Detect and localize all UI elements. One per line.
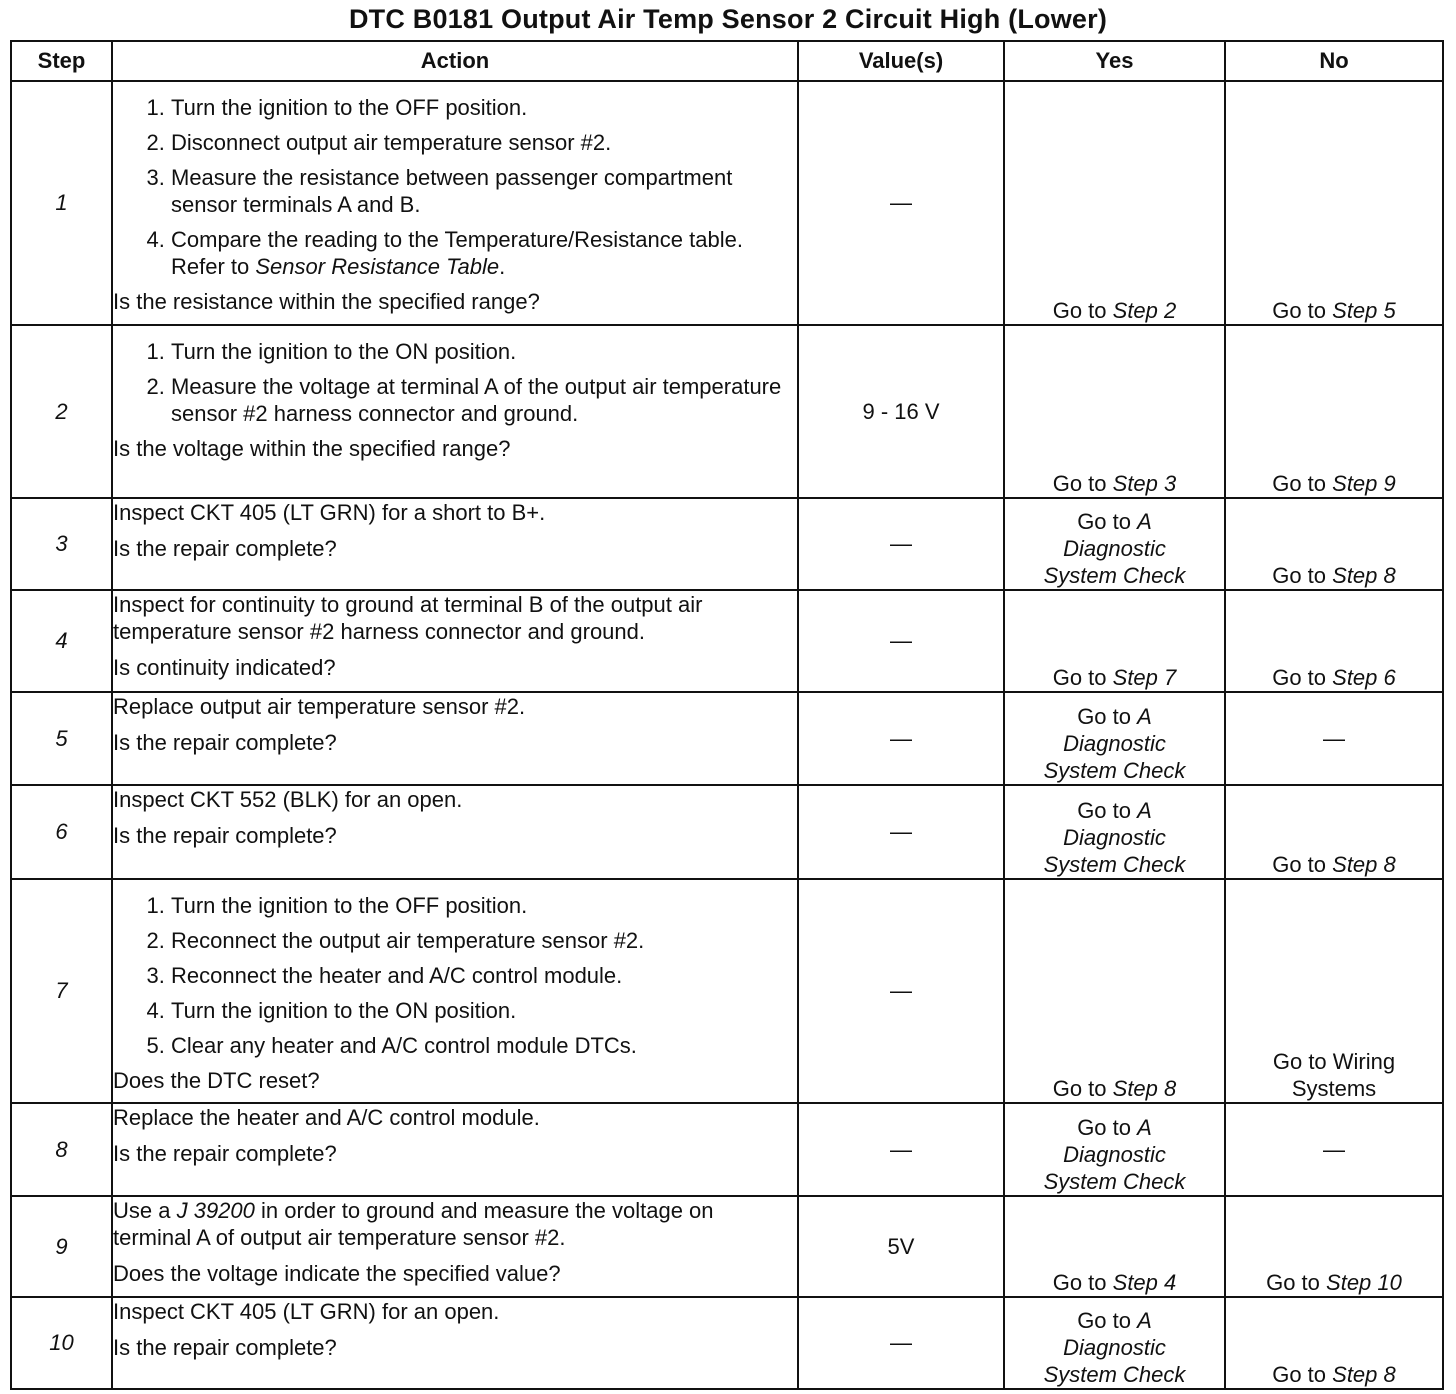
- list-item: [171, 226, 797, 280]
- step-number: 3: [11, 498, 112, 590]
- list-item: 3. Reconnect the heater and A/C control module.: [171, 962, 797, 989]
- step-word: Step: [1332, 1362, 1378, 1387]
- yes-step-ref: 3: [1164, 471, 1177, 496]
- step-word: Step: [1112, 298, 1158, 323]
- ref-diagnostic: Diagnostic: [1063, 536, 1166, 561]
- value-cell: —: [798, 785, 1004, 879]
- goto-text: Go to: [1077, 509, 1131, 534]
- step-word: Step: [1112, 1270, 1158, 1295]
- step-number: 2: [11, 325, 112, 498]
- step-word: Step: [1332, 471, 1378, 496]
- ref-a: A: [1137, 704, 1152, 729]
- value-cell: 5V: [798, 1196, 1004, 1297]
- list-item: 2. Measure the voltage at terminal A of the output air temperature sensor #2 harness connector and ground.: [171, 373, 797, 427]
- ref-diagnostic: Diagnostic: [1063, 1335, 1166, 1360]
- question: Is the repair complete?: [113, 1335, 337, 1360]
- ref-diagnostic: Diagnostic: [1063, 825, 1166, 850]
- goto-text: Go to: [1052, 665, 1107, 690]
- yes-cell: [1004, 1297, 1225, 1389]
- value-cell: —: [798, 692, 1004, 785]
- action-text: [113, 1197, 797, 1251]
- step-word: Step: [1112, 471, 1158, 496]
- question: Is the repair complete?: [113, 1141, 337, 1166]
- ref-system-check: System Check: [1043, 1362, 1186, 1387]
- table-row: [11, 498, 1443, 590]
- yes-step-ref: 7: [1164, 665, 1177, 690]
- yes-cell: [1004, 498, 1225, 590]
- no-cell: [1225, 879, 1443, 1103]
- no-step-ref: 10: [1377, 1270, 1402, 1295]
- question: Is the repair complete?: [113, 536, 337, 561]
- action-cell: [112, 498, 798, 590]
- ref-system-check: System Check: [1043, 563, 1186, 588]
- no-step-ref: 8: [1383, 1362, 1396, 1387]
- ref-a: A: [1137, 798, 1152, 823]
- action-cell: [112, 785, 798, 879]
- action-text: Inspect for continuity to ground at terminal B of the output air temperature sensor #2 harness connector and ground.: [113, 592, 703, 644]
- action-text: Inspect CKT 405 (LT GRN) for a short to B+.: [113, 500, 546, 525]
- table-row: [11, 879, 1443, 1103]
- goto-text: Go to: [1052, 298, 1107, 323]
- value-cell: —: [798, 1297, 1004, 1389]
- goto-text: Go to: [1272, 298, 1327, 323]
- value-cell: —: [798, 498, 1004, 590]
- no-cell: [1225, 1297, 1443, 1389]
- step-word: Step: [1332, 563, 1378, 588]
- yes-step-ref: 8: [1164, 1076, 1177, 1101]
- action-list: [113, 94, 797, 280]
- step-number: 7: [11, 879, 112, 1103]
- action-cell: [112, 325, 798, 498]
- no-step-ref: 9: [1383, 471, 1396, 496]
- list-item: 3. Measure the resistance between passenger compartment sensor terminals A and B.: [171, 164, 797, 218]
- goto-text: Go to: [1077, 1115, 1131, 1140]
- step-word: Step: [1112, 665, 1158, 690]
- list-item: 1. Turn the ignition to the ON position.: [171, 338, 797, 365]
- question: Is continuity indicated?: [113, 655, 336, 680]
- value-cell: 9 - 16 V: [798, 325, 1004, 498]
- goto-text: Go to: [1272, 471, 1327, 496]
- goto-text: Go to: [1077, 704, 1131, 729]
- goto-text: Go to: [1052, 1270, 1107, 1295]
- ref-a: A: [1137, 1115, 1152, 1140]
- diagnostic-table: [10, 40, 1444, 1390]
- reference-link: Sensor Resistance Table: [255, 254, 500, 279]
- ref-a: A: [1137, 1308, 1152, 1333]
- list-item: 1. Turn the ignition to the OFF position.: [171, 94, 797, 121]
- action-cell: [112, 1103, 798, 1196]
- page-title: DTC B0181 Output Air Temp Sensor 2 Circuit High (Lower): [348, 4, 1108, 34]
- table-row: [11, 1297, 1443, 1389]
- item-text-end: .: [499, 254, 506, 279]
- yes-cell: [1004, 81, 1225, 325]
- no-cell: [1225, 81, 1443, 325]
- no-cell: [1225, 1196, 1443, 1297]
- question: Is the resistance within the specified range?: [113, 289, 540, 314]
- yes-cell: [1004, 879, 1225, 1103]
- ref-system-check: System Check: [1043, 852, 1186, 877]
- goto-text: Go to: [1272, 852, 1327, 877]
- no-line-2: Systems: [1291, 1076, 1377, 1101]
- value-cell: —: [798, 590, 1004, 692]
- no-cell: [1225, 590, 1443, 692]
- no-cell: [1225, 325, 1443, 498]
- step-number: 8: [11, 1103, 112, 1196]
- header-action: Action: [112, 41, 798, 81]
- yes-step-ref: 4: [1164, 1270, 1177, 1295]
- tool-name: J 39200: [176, 1198, 255, 1223]
- yes-cell: [1004, 590, 1225, 692]
- list-item: 4. Turn the ignition to the ON position.: [171, 997, 797, 1024]
- header-yes: Yes: [1004, 41, 1225, 81]
- action-text: Replace the heater and A/C control module.: [113, 1105, 540, 1130]
- question: Does the voltage indicate the specified value?: [113, 1261, 561, 1286]
- list-item: 5. Clear any heater and A/C control module DTCs.: [171, 1032, 797, 1059]
- no-cell: —: [1225, 692, 1443, 785]
- no-step-ref: 8: [1383, 563, 1396, 588]
- step-number: 6: [11, 785, 112, 879]
- question: Does the DTC reset?: [113, 1068, 320, 1093]
- action-cell: [112, 1297, 798, 1389]
- question: Is the voltage within the specified range?: [113, 436, 511, 461]
- table-row: [11, 785, 1443, 879]
- step-word: Step: [1332, 298, 1378, 323]
- text-pre: Use a: [113, 1198, 177, 1223]
- table-row: [11, 81, 1443, 325]
- action-list: [113, 338, 797, 427]
- list-item: 1. Turn the ignition to the OFF position.: [171, 892, 797, 919]
- goto-text: Go to: [1272, 665, 1327, 690]
- value-cell: —: [798, 1103, 1004, 1196]
- step-word: Step: [1112, 1076, 1158, 1101]
- action-text: Inspect CKT 552 (BLK) for an open.: [113, 787, 463, 812]
- yes-step-ref: 2: [1164, 298, 1177, 323]
- item-text: Compare the reading to the Temperature/Resistance table. Refer to: [171, 227, 743, 279]
- step-number: 1: [11, 81, 112, 325]
- action-text: Inspect CKT 405 (LT GRN) for an open.: [113, 1299, 500, 1324]
- step-word: Step: [1332, 852, 1378, 877]
- header-row: [11, 41, 1443, 81]
- table-row: [11, 325, 1443, 498]
- step-number: 9: [11, 1196, 112, 1297]
- ref-a: A: [1137, 509, 1152, 534]
- action-cell: [112, 692, 798, 785]
- goto-text: Go to: [1077, 1308, 1131, 1333]
- header-values: Value(s): [798, 41, 1004, 81]
- goto-text: Go to: [1272, 1362, 1327, 1387]
- goto-text: Go to: [1077, 798, 1131, 823]
- value-cell: —: [798, 879, 1004, 1103]
- question: Is the repair complete?: [113, 823, 337, 848]
- step-number: 5: [11, 692, 112, 785]
- no-step-ref: 8: [1383, 852, 1396, 877]
- action-cell: [112, 1196, 798, 1297]
- goto-text: Go to: [1266, 1270, 1320, 1295]
- header-step: Step: [11, 41, 112, 81]
- no-step-ref: 5: [1383, 298, 1396, 323]
- goto-text: Go to: [1272, 563, 1327, 588]
- step-number: 4: [11, 590, 112, 692]
- ref-diagnostic: Diagnostic: [1063, 731, 1166, 756]
- step-word: Step: [1332, 665, 1378, 690]
- action-cell: [112, 81, 798, 325]
- action-text: Replace output air temperature sensor #2.: [113, 694, 526, 719]
- ref-system-check: System Check: [1043, 758, 1186, 783]
- header-no: No: [1225, 41, 1443, 81]
- yes-cell: [1004, 325, 1225, 498]
- yes-cell: [1004, 692, 1225, 785]
- goto-text: Go to: [1052, 1076, 1107, 1101]
- no-line-1: Go to Wiring: [1272, 1049, 1396, 1074]
- ref-system-check: System Check: [1043, 1169, 1186, 1194]
- ref-diagnostic: Diagnostic: [1063, 1142, 1166, 1167]
- list-item: 2. Reconnect the output air temperature sensor #2.: [171, 927, 797, 954]
- table-row: [11, 1196, 1443, 1297]
- no-cell: [1225, 498, 1443, 590]
- text-post: in order to ground and measure the voltage on terminal A of output air temperature sensor #2.: [113, 1198, 714, 1250]
- yes-cell: [1004, 785, 1225, 879]
- yes-cell: [1004, 1196, 1225, 1297]
- table-row: [11, 1103, 1443, 1196]
- no-step-ref: 6: [1383, 665, 1396, 690]
- table-row: [11, 590, 1443, 692]
- no-cell: [1225, 785, 1443, 879]
- value-cell: —: [798, 81, 1004, 325]
- question: Is the repair complete?: [113, 730, 337, 755]
- no-cell: —: [1225, 1103, 1443, 1196]
- step-word: Step: [1326, 1270, 1372, 1295]
- action-cell: [112, 879, 798, 1103]
- table-row: [11, 692, 1443, 785]
- action-cell: [112, 590, 798, 692]
- goto-text: Go to: [1052, 471, 1107, 496]
- yes-cell: [1004, 1103, 1225, 1196]
- list-item: 2. Disconnect output air temperature sensor #2.: [171, 129, 797, 156]
- step-number: 10: [11, 1297, 112, 1389]
- action-list: [113, 892, 797, 1059]
